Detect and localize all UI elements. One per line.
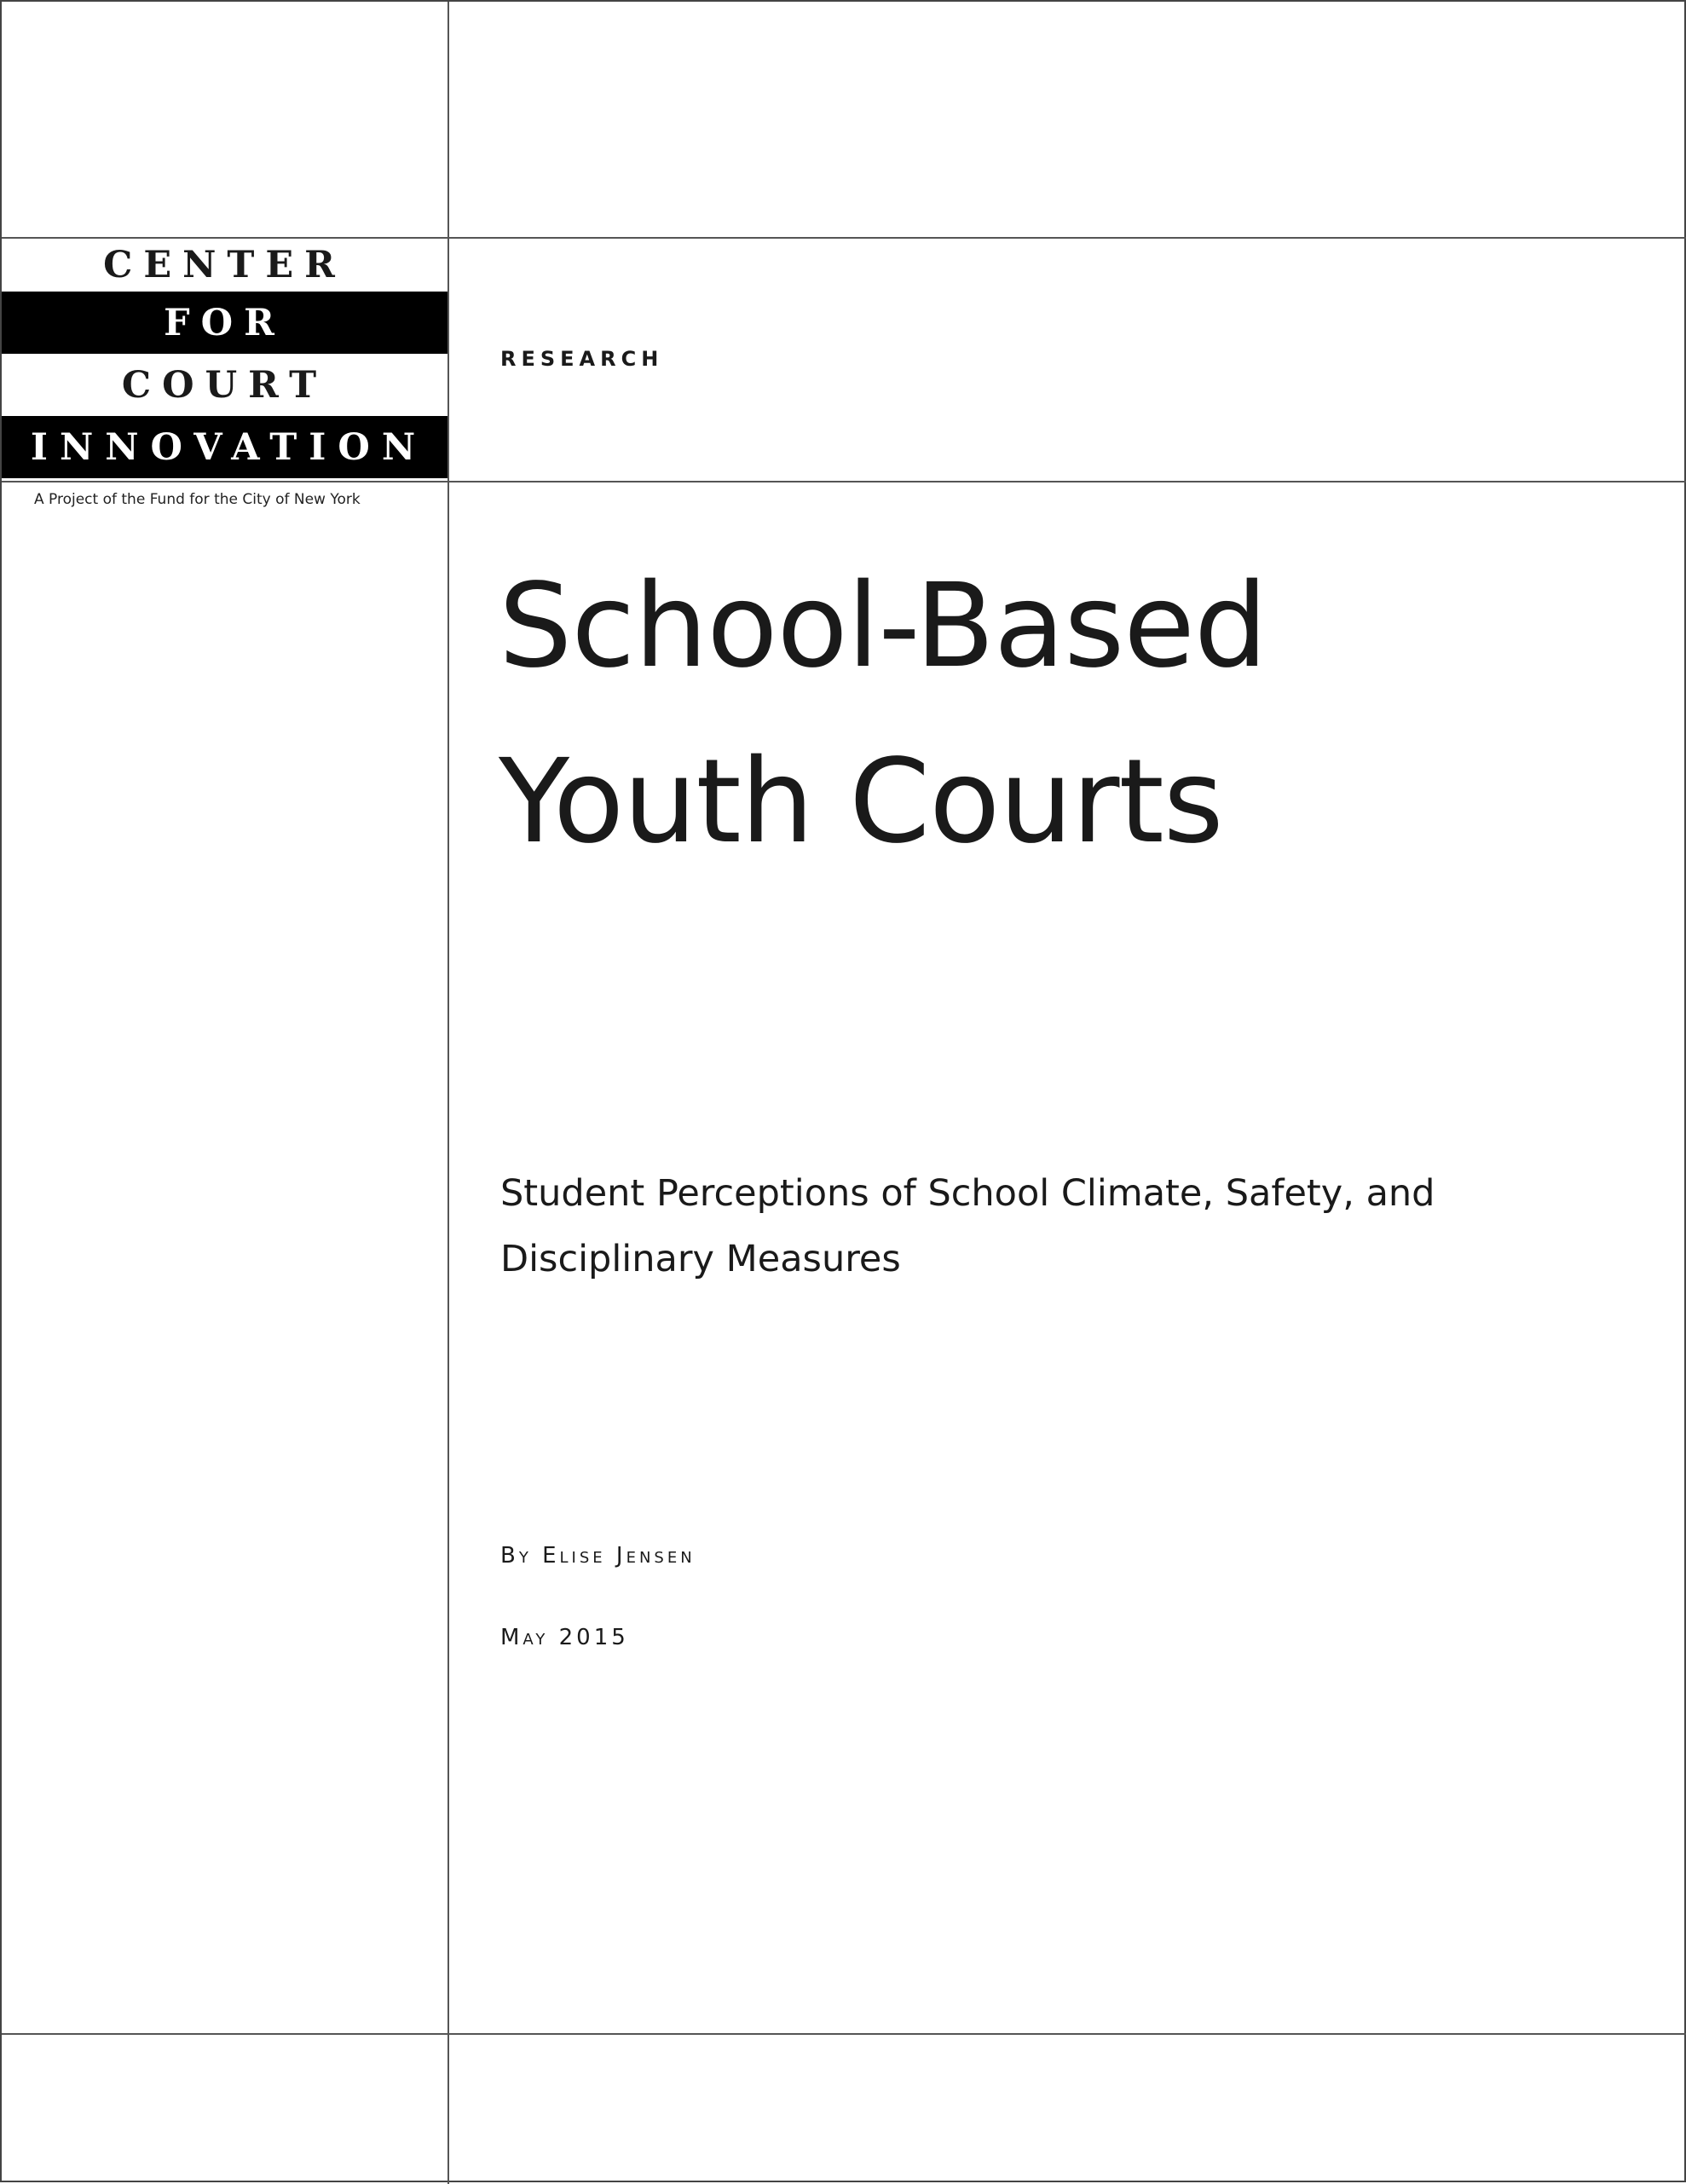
horizontal-rule-middle xyxy=(2,481,1686,482)
publication-date: May 2015 xyxy=(500,1625,629,1650)
vertical-rule xyxy=(447,2,449,2184)
section-label: RESEARCH xyxy=(500,347,664,371)
logo-tagline: A Project of the Fund for the City of New York xyxy=(34,491,361,508)
title-line-1: School-Based xyxy=(499,559,1267,694)
logo-line-court: COURT xyxy=(121,363,328,407)
horizontal-rule-bottom xyxy=(2,2033,1686,2035)
author-byline: By Elise Jensen xyxy=(500,1543,696,1569)
organization-logo xyxy=(2,239,447,478)
document-subtitle: Student Perceptions of School Climate, Safety, and Disciplinary Measures xyxy=(500,1172,1435,1280)
document-title xyxy=(499,539,1267,890)
logo-line-innovation: INNOVATION xyxy=(2,416,447,478)
title-line-2: Youth Courts xyxy=(499,735,1223,870)
logo-line-for: FOR xyxy=(2,292,447,354)
logo-line-center: CENTER xyxy=(103,244,346,286)
